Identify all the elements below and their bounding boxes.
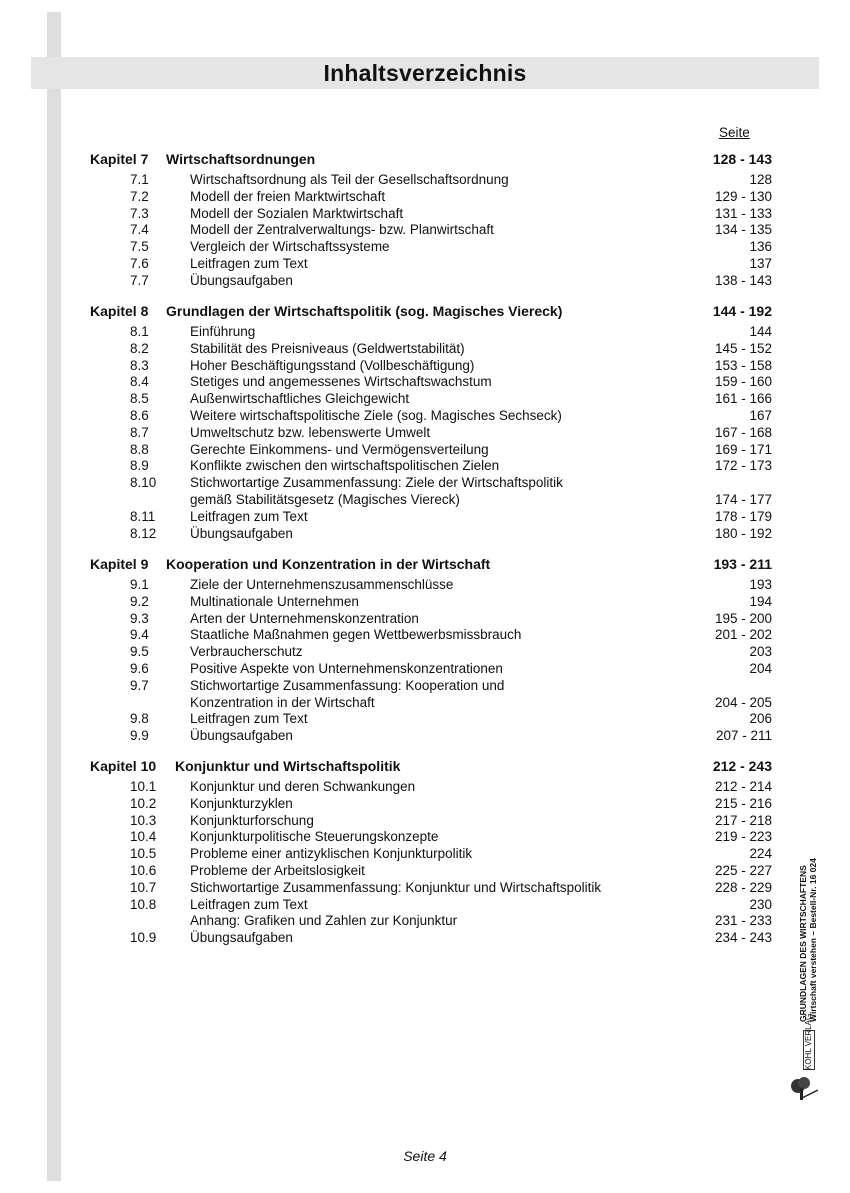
entry-number: 10.2 — [130, 795, 157, 811]
toc-entry — [0, 795, 850, 812]
toc-entry — [0, 929, 850, 946]
toc-entry — [0, 778, 850, 795]
entry-number: 10.4 — [130, 829, 157, 845]
entry-title: Hoher Beschäftigungsstand (Vollbeschäftigung) — [190, 357, 475, 373]
entry-pages: 161 - 166 — [714, 391, 772, 407]
toc-entry — [0, 677, 850, 694]
chapter-number: Kapitel 7 — [90, 151, 149, 167]
toc-entry — [0, 812, 850, 829]
entry-number: 10.3 — [130, 812, 157, 828]
toc-entry — [0, 576, 850, 593]
entry-number: 9.1 — [130, 577, 149, 592]
toc-entry — [0, 474, 850, 491]
toc-entry — [0, 255, 850, 272]
toc-entry — [0, 828, 850, 845]
chapter-heading — [0, 151, 850, 168]
entry-number: 7.3 — [130, 205, 149, 221]
entry-title: Stetiges und angemessenes Wirtschaftswachstum — [190, 374, 492, 390]
toc-entry — [0, 340, 850, 357]
entry-pages: 207 - 211 — [715, 728, 772, 744]
entry-number: 10.8 — [130, 896, 157, 912]
entry-pages: 204 — [749, 661, 772, 676]
toc-entry — [0, 879, 850, 896]
toc-entry — [0, 323, 850, 340]
toc-entry — [0, 862, 850, 879]
entry-number: 7.4 — [130, 222, 149, 238]
toc-entry — [0, 845, 850, 862]
chapter-number: Kapitel 9 — [90, 556, 149, 572]
entry-number: 10.7 — [130, 879, 157, 895]
entry-title: Leitfragen zum Text — [190, 508, 308, 524]
entry-number: 9.7 — [130, 677, 149, 693]
entry-number: 10.1 — [130, 779, 157, 794]
side-series-title: GRUNDLAGEN DES WIRTSCHAFTENS — [798, 865, 808, 1022]
toc-entry — [0, 188, 850, 205]
entry-pages: 201 - 202 — [714, 627, 772, 643]
toc-entry — [0, 205, 850, 222]
entry-title: Wirtschaftsordnung als Teil der Gesellschaftsordnung — [190, 172, 509, 187]
page-footer: Seite 4 — [403, 1148, 447, 1164]
entry-pages: 219 - 223 — [714, 829, 772, 845]
entry-number: 10.5 — [130, 846, 157, 862]
entry-pages: 228 - 229 — [714, 879, 772, 895]
entry-pages: 206 — [749, 711, 772, 727]
toc-entry — [0, 424, 850, 441]
toc-entry — [0, 593, 850, 610]
toc-entry — [0, 441, 850, 458]
toc-entry — [0, 727, 850, 744]
toc-entry — [0, 171, 850, 188]
chapter-heading — [0, 556, 850, 573]
entry-title: Modell der Sozialen Marktwirtschaft — [190, 205, 404, 221]
entry-number: 9.2 — [130, 593, 149, 609]
entry-title: Vergleich der Wirtschaftssysteme — [190, 239, 390, 255]
entry-pages: 136 — [749, 239, 772, 255]
entry-title: Einführung — [190, 324, 256, 339]
side-order-number: Wirtschaft verstehen – Bestell-Nr. 16 024 — [808, 858, 818, 1022]
page-title: Inhaltsverzeichnis — [323, 60, 527, 86]
toc-entry — [0, 610, 850, 627]
chapter-heading — [0, 303, 850, 320]
entry-title: Anhang: Grafiken und Zahlen zur Konjunktur — [190, 913, 458, 929]
entry-pages: 193 — [749, 577, 772, 592]
chapter-pages: 128 - 143 — [712, 151, 772, 167]
entry-pages: 128 — [749, 172, 772, 187]
toc-entry — [0, 710, 850, 727]
entry-pages: 178 - 179 — [714, 508, 772, 524]
entry-number: 7.7 — [130, 272, 149, 288]
entry-title: Konzentration in der Wirtschaft — [190, 694, 375, 710]
entry-number: 7.6 — [130, 256, 149, 271]
entry-number: 8.9 — [130, 458, 149, 474]
entry-title: Stabilität des Preisniveaus (Geldwertstabilität) — [190, 340, 465, 356]
entry-number: 8.2 — [130, 340, 149, 356]
entry-pages: 159 - 160 — [714, 374, 772, 390]
entry-pages: 153 - 158 — [714, 357, 772, 373]
entry-number: 9.6 — [130, 661, 149, 676]
entry-number: 8.3 — [130, 357, 149, 373]
entry-pages: 144 — [749, 324, 772, 339]
entry-title: Leitfragen zum Text — [190, 256, 308, 271]
toc-entry — [0, 390, 850, 407]
entry-number: 9.8 — [130, 711, 149, 727]
entry-title: Positive Aspekte von Unternehmenskonzentrationen — [190, 661, 503, 676]
entry-number: 9.5 — [130, 644, 149, 660]
entry-pages: 169 - 171 — [714, 441, 772, 457]
entry-number: 7.2 — [130, 188, 149, 204]
entry-title: Konjunkturzyklen — [190, 795, 293, 811]
toc-entry — [0, 407, 850, 424]
entry-title: Probleme einer antizyklischen Konjunkturpolitik — [190, 846, 473, 862]
entry-number: 8.5 — [130, 391, 149, 407]
entry-title: Übungsaufgaben — [190, 728, 293, 744]
entry-number: 8.7 — [130, 424, 149, 440]
entry-title: Modell der Zentralverwaltungs- bzw. Planwirtschaft — [190, 222, 494, 238]
entry-title: Multinationale Unternehmen — [190, 593, 359, 609]
entry-title: Konjunktur und deren Schwankungen — [190, 779, 416, 794]
chapter-title: Wirtschaftsordnungen — [166, 151, 316, 167]
toc-entry — [0, 221, 850, 238]
entry-title: Weitere wirtschaftspolitische Ziele (sog. Magisches Sechseck) — [190, 408, 562, 423]
chapter-pages: 212 - 243 — [712, 758, 772, 774]
chapter-heading — [0, 758, 850, 775]
entry-pages: 204 - 205 — [714, 694, 772, 710]
chapter-number: Kapitel 8 — [90, 303, 149, 319]
entry-pages: 224 — [749, 846, 772, 862]
entry-title: Staatliche Maßnahmen gegen Wettbewerbsmissbrauch — [190, 627, 522, 643]
toc-entry — [0, 626, 850, 643]
entry-title: Übungsaufgaben — [190, 930, 293, 946]
entry-title: Stichwortartige Zusammenfassung: Konjunktur und Wirtschaftspolitik — [190, 879, 602, 895]
toc-entry — [0, 694, 850, 711]
entry-pages: 129 - 130 — [714, 188, 772, 204]
chapter-pages: 193 - 211 — [713, 556, 772, 572]
entry-pages: 174 - 177 — [714, 492, 772, 507]
entry-number: 8.11 — [130, 508, 156, 524]
entry-pages: 194 — [749, 593, 772, 609]
entry-title: Leitfragen zum Text — [190, 896, 308, 912]
toc-entry — [0, 912, 850, 929]
entry-number: 8.10 — [130, 475, 157, 491]
toc-entry — [0, 457, 850, 474]
entry-number: 9.9 — [130, 728, 149, 744]
entry-title: gemäß Stabilitätsgesetz (Magisches Viereck) — [190, 492, 460, 507]
publisher-logo-text: KOHL VERLAG — [804, 1013, 813, 1070]
entry-pages: 172 - 173 — [714, 458, 772, 474]
toc-entry — [0, 491, 850, 508]
chapter-pages: 144 - 192 — [712, 303, 772, 319]
chapter-title: Konjunktur und Wirtschaftspolitik — [175, 758, 401, 774]
entry-number: 7.5 — [130, 239, 149, 255]
entry-title: Übungsaufgaben — [190, 272, 293, 288]
entry-title: Ziele der Unternehmenszusammenschlüsse — [190, 577, 454, 592]
entry-title: Verbraucherschutz — [190, 644, 303, 660]
toc-entry — [0, 272, 850, 289]
entry-pages: 167 — [749, 408, 772, 423]
entry-title: Modell der freien Marktwirtschaft — [190, 188, 386, 204]
entry-pages: 180 - 192 — [714, 525, 772, 541]
toc-entry — [0, 238, 850, 255]
entry-pages: 212 - 214 — [714, 779, 772, 794]
entry-number: 7.1 — [130, 172, 149, 187]
entry-title: Stichwortartige Zusammenfassung: Ziele der Wirtschaftspolitik — [190, 475, 563, 491]
entry-pages: 137 — [749, 256, 772, 271]
entry-number: 10.9 — [130, 930, 157, 946]
toc-entry — [0, 357, 850, 374]
entry-number: 10.6 — [130, 863, 157, 878]
entry-number: 8.4 — [130, 374, 149, 390]
chapter-title: Grundlagen der Wirtschaftspolitik (sog. Magisches Viereck) — [166, 303, 563, 319]
entry-pages: 217 - 218 — [714, 812, 772, 828]
entry-number: 9.3 — [130, 610, 149, 626]
entry-title: Probleme der Arbeitslosigkeit — [190, 863, 365, 878]
entry-title: Leitfragen zum Text — [190, 711, 308, 727]
entry-title: Konjunkturforschung — [190, 812, 314, 828]
entry-title: Konflikte zwischen den wirtschaftspolitischen Zielen — [190, 458, 500, 474]
tree-logo-icon — [788, 1076, 820, 1102]
entry-number: 8.1 — [130, 324, 149, 339]
page-column-label: Seite — [719, 125, 750, 140]
entry-pages: 138 - 143 — [714, 272, 772, 288]
entry-pages: 145 - 152 — [714, 340, 772, 356]
entry-pages: 215 - 216 — [714, 795, 772, 811]
toc-entry — [0, 660, 850, 677]
entry-title: Gerechte Einkommens- und Vermögensverteilung — [190, 441, 489, 457]
entry-title: Außenwirtschaftliches Gleichgewicht — [190, 391, 410, 407]
entry-title: Übungsaufgaben — [190, 525, 293, 541]
entry-number: 8.8 — [130, 441, 149, 457]
toc-entry — [0, 373, 850, 390]
toc-entry — [0, 525, 850, 542]
entry-number: 8.6 — [130, 408, 149, 423]
entry-pages: 230 — [749, 896, 772, 912]
entry-pages: 134 - 135 — [714, 222, 772, 238]
entry-title: Umweltschutz bzw. lebenswerte Umwelt — [190, 424, 431, 440]
entry-pages: 225 - 227 — [714, 863, 772, 878]
entry-pages: 231 - 233 — [714, 913, 772, 929]
toc-entry — [0, 643, 850, 660]
entry-pages: 203 — [749, 644, 772, 660]
chapter-number: Kapitel 10 — [90, 758, 157, 774]
entry-title: Stichwortartige Zusammenfassung: Kooperation und — [190, 677, 505, 693]
entry-title: Arten der Unternehmenskonzentration — [190, 610, 419, 626]
entry-pages: 195 - 200 — [714, 610, 772, 626]
entry-pages: 234 - 243 — [714, 930, 772, 946]
entry-pages: 167 - 168 — [714, 424, 772, 440]
entry-pages: 131 - 133 — [714, 205, 772, 221]
entry-number: 8.12 — [130, 525, 157, 541]
toc-entry — [0, 508, 850, 525]
entry-title: Konjunkturpolitische Steuerungskonzepte — [190, 829, 439, 845]
entry-number: 9.4 — [130, 627, 149, 643]
chapter-title: Kooperation und Konzentration in der Wirtschaft — [166, 556, 491, 572]
toc-entry — [0, 896, 850, 913]
